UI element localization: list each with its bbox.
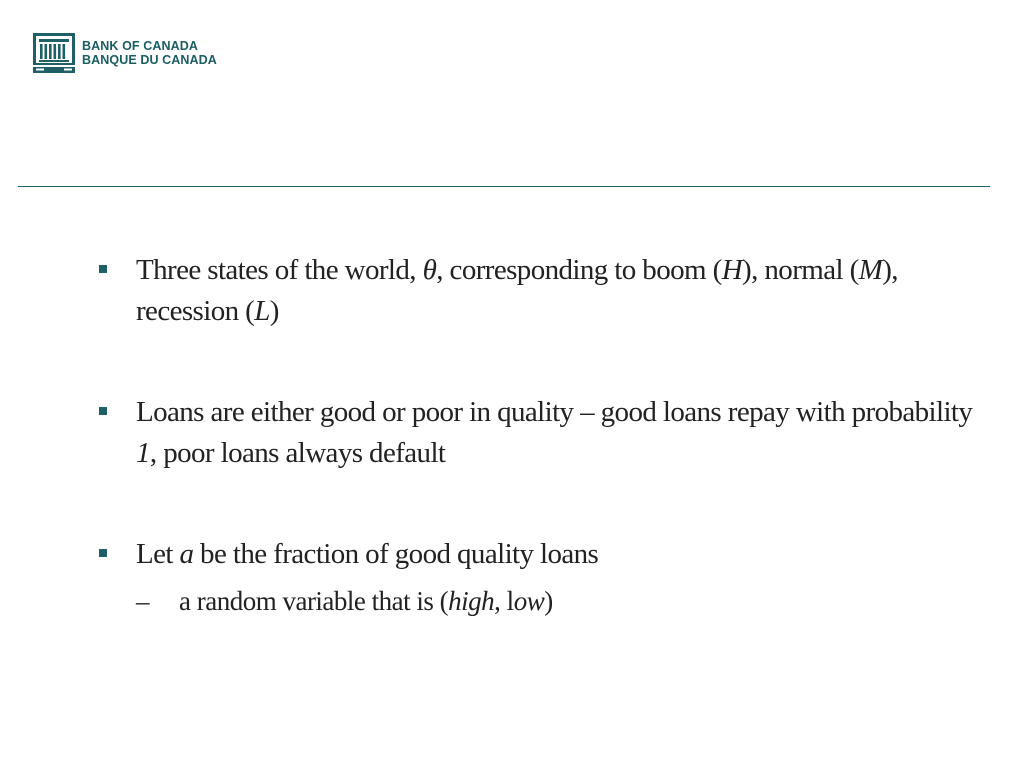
bullet-fraction-good-loans [98, 534, 978, 575]
bullet-square-icon [99, 407, 107, 415]
bullet-square-icon [99, 549, 107, 557]
sub-bullet-random-variable [136, 581, 978, 621]
bullet-text: Three states of the world, θ, corresponding to boom (H), normal (M), recession (L) [136, 254, 898, 327]
bullet-text: Loans are either good or poor in quality – good loans repay with probability 1, poor loans always default [136, 396, 973, 469]
sub-bullet-text: a random variable that is (high, low) [179, 586, 553, 616]
header-divider [18, 186, 990, 187]
slide-body [98, 250, 978, 621]
bullet-states-of-world [98, 250, 978, 332]
dash-marker: – [136, 586, 149, 616]
bank-building-icon [33, 33, 75, 73]
logo-wordmark [82, 39, 217, 67]
logo-text-en: BANK OF CANADA [82, 39, 198, 53]
value-high: high [448, 586, 495, 616]
bank-of-canada-logo [33, 33, 217, 73]
bullet-loan-quality [98, 392, 978, 474]
variable-a: a [179, 538, 194, 570]
state-l: L [254, 295, 270, 327]
value-low: ow [513, 586, 545, 616]
bullet-text: Let a be the fraction of good quality loans [136, 538, 599, 570]
logo-text-fr: BANQUE DU CANADA [82, 53, 217, 67]
theta-symbol: θ [422, 254, 437, 286]
state-m: M [858, 254, 883, 286]
bullet-square-icon [99, 265, 107, 273]
probability-value: 1 [136, 437, 150, 469]
state-h: H [721, 254, 743, 286]
